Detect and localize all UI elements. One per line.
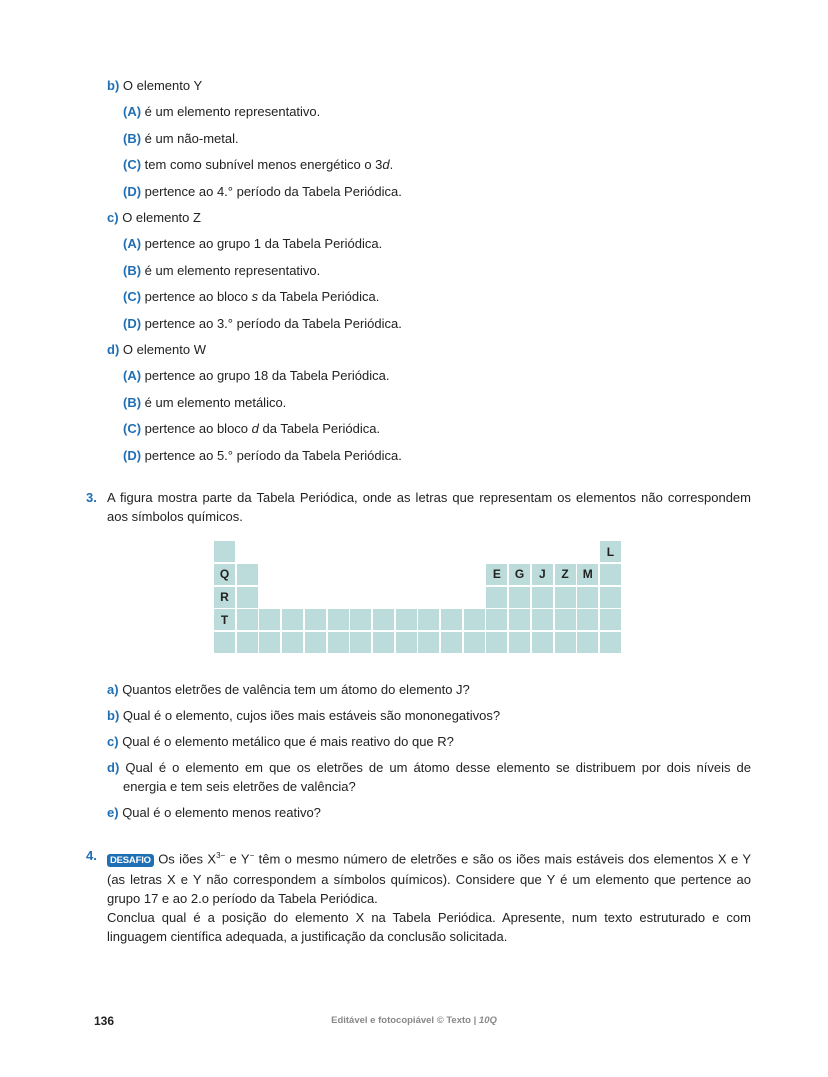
- sub-question-letter: b): [107, 78, 120, 93]
- table-cell: [464, 632, 485, 653]
- sub-question: [107, 803, 751, 822]
- option-letter: (D): [123, 183, 142, 199]
- option-italic: d: [251, 421, 259, 437]
- table-cell: J: [532, 564, 553, 585]
- option-letter: (C): [123, 421, 142, 437]
- option-text: pertence ao 3.° período da Tabela Periódica.: [144, 315, 402, 331]
- option-letter: (C): [123, 157, 142, 173]
- answer-option: [123, 394, 286, 412]
- table-cell: [577, 609, 598, 630]
- sub-question-text: O elemento Y: [122, 78, 203, 93]
- table-cell: [214, 541, 235, 562]
- option-letter: (B): [123, 394, 142, 410]
- question-3-number: 3.: [86, 490, 97, 505]
- option-italic: s: [251, 289, 259, 305]
- option-letter: (B): [123, 130, 142, 146]
- sub-question: [107, 341, 206, 359]
- option-letter: (A): [123, 236, 142, 252]
- table-cell: [259, 632, 280, 653]
- table-cell: [237, 587, 258, 608]
- table-cell: [600, 632, 621, 653]
- table-cell: [600, 609, 621, 630]
- option-letter: (A): [123, 104, 142, 120]
- option-text: pertence ao 4.° período da Tabela Periódica.: [144, 183, 402, 199]
- footer-credit-text: Editável e fotocopiável © Texto |: [331, 1015, 479, 1026]
- sub-question-letter: c): [107, 210, 119, 225]
- answer-option: [123, 156, 393, 174]
- sub-question-letter: d): [107, 342, 120, 357]
- table-cell: [350, 632, 371, 653]
- table-cell: Q: [214, 564, 235, 585]
- table-cell: [486, 632, 507, 653]
- table-cell: [441, 632, 462, 653]
- y-charge: −: [249, 851, 255, 860]
- table-cell: [532, 632, 553, 653]
- question-3-text: A figura mostra parte da Tabela Periódica, onde as letras que representam os elementos não correspondem aos símbolos químicos.: [107, 490, 751, 524]
- sub-question: [107, 77, 202, 95]
- sub-question-letter: d): [107, 760, 120, 775]
- table-cell: [237, 564, 258, 585]
- answer-option: [123, 262, 320, 280]
- table-cell: [577, 632, 598, 653]
- option-letter: (D): [123, 315, 142, 331]
- sub-question-text: Qual é o elemento, cujos iões mais estáveis são mononegativos?: [122, 708, 501, 723]
- table-cell: [373, 632, 394, 653]
- option-letter: (C): [123, 289, 142, 305]
- table-cell: [237, 609, 258, 630]
- option-text: é um elemento metálico.: [144, 394, 287, 410]
- table-cell: M: [577, 564, 598, 585]
- table-cell: [555, 587, 576, 608]
- option-text-end: da Tabela Periódica.: [258, 289, 380, 305]
- sub-question-letter: a): [107, 682, 119, 697]
- table-cell: [350, 609, 371, 630]
- table-cell: [509, 609, 530, 630]
- option-text: é um elemento representativo.: [144, 262, 321, 278]
- table-cell: [396, 632, 417, 653]
- sub-question-text: Qual é o elemento menos reativo?: [122, 805, 321, 820]
- table-cell: [259, 609, 280, 630]
- table-cell: [600, 564, 621, 585]
- option-text-end: .: [389, 157, 394, 173]
- answer-option: [123, 130, 239, 148]
- sub-question: [107, 732, 751, 751]
- table-cell: [328, 632, 349, 653]
- table-cell: [577, 587, 598, 608]
- option-text: tem como subnível menos energético o 3: [144, 157, 383, 173]
- option-text: pertence ao bloco: [144, 289, 252, 305]
- table-cell: [600, 587, 621, 608]
- table-cell: [214, 632, 235, 653]
- option-letter: (B): [123, 262, 142, 278]
- table-cell: [328, 609, 349, 630]
- table-cell: [532, 609, 553, 630]
- option-text: pertence ao 5.° período da Tabela Periódica.: [144, 447, 402, 463]
- footer-credit-book: 10Q: [478, 1015, 497, 1026]
- desafio-badge: DESAFIO: [107, 854, 154, 867]
- table-cell: [418, 609, 439, 630]
- table-cell: [532, 587, 553, 608]
- sub-question-text: Quantos eletrões de valência tem um átomo do elemento J?: [122, 682, 470, 697]
- option-text: é um elemento representativo.: [144, 104, 321, 120]
- question-4-instruction: Conclua qual é a posição do elemento X na Tabela Periódica. Apresente, num texto estruturado e com linguagem científica adequada, a justificação da conclusão solicitada.: [107, 910, 751, 944]
- table-cell: G: [509, 564, 530, 585]
- table-cell: [282, 632, 303, 653]
- table-cell: [396, 609, 417, 630]
- answer-option: [123, 288, 379, 306]
- answer-option: [123, 103, 320, 121]
- q4-text-part3: têm o mesmo número de eletrões e são os iões mais estáveis dos elementos X e Y (as letras X e Y não correspondem a símbolos químicos). Considere que Y é um elemento que pertence ao grupo 17 e ao 2.o período da Tabela Periódica.: [107, 851, 752, 907]
- sub-question-text: Qual é o elemento em que os eletrões de um átomo desse elemento se distribuem por dois níveis de energia e tem seis eletrões de valência?: [123, 760, 751, 794]
- table-cell: [509, 587, 530, 608]
- sub-question: [107, 758, 751, 796]
- table-cell: [486, 587, 507, 608]
- sub-question-letter: c): [107, 734, 119, 749]
- answer-option: [123, 447, 402, 465]
- footer-credit: [0, 1015, 828, 1026]
- table-cell: E: [486, 564, 507, 585]
- periodic-table-figure: [214, 541, 624, 653]
- sub-question-text: O elemento Z: [122, 210, 201, 225]
- table-cell: [486, 609, 507, 630]
- table-cell: [441, 609, 462, 630]
- table-cell: [305, 609, 326, 630]
- answer-option: [123, 235, 382, 253]
- answer-option: [123, 367, 389, 385]
- table-cell: [509, 632, 530, 653]
- q4-text-part1: Os iões X: [153, 851, 217, 867]
- table-cell: Z: [555, 564, 576, 585]
- page-number: 136: [94, 1014, 115, 1028]
- option-text: é um não-metal.: [144, 130, 239, 146]
- table-cell: [464, 609, 485, 630]
- sub-question-text: O elemento W: [122, 342, 206, 357]
- table-cell: [237, 632, 258, 653]
- table-cell: R: [214, 587, 235, 608]
- option-italic: d: [382, 157, 390, 173]
- option-letter: (D): [123, 447, 142, 463]
- x-charge: 3−: [216, 851, 226, 860]
- sub-question-letter: e): [107, 805, 119, 820]
- table-cell: L: [600, 541, 621, 562]
- table-cell: [373, 609, 394, 630]
- table-cell: [555, 609, 576, 630]
- sub-question: [107, 706, 751, 725]
- answer-option: [123, 183, 402, 201]
- option-text-end: da Tabela Periódica.: [258, 421, 381, 437]
- sub-question-text: Qual é o elemento metálico que é mais reativo do que R?: [122, 734, 454, 749]
- sub-question: [107, 209, 201, 227]
- option-text: pertence ao bloco: [144, 421, 252, 437]
- option-text: pertence ao grupo 1 da Tabela Periódica.: [144, 236, 383, 252]
- option-text: pertence ao grupo 18 da Tabela Periódica.: [144, 368, 390, 384]
- table-cell: [418, 632, 439, 653]
- option-letter: (A): [123, 368, 142, 384]
- answer-option: [123, 315, 402, 333]
- q4-text-part2: e Y: [225, 851, 250, 867]
- table-cell: T: [214, 609, 235, 630]
- table-cell: [555, 632, 576, 653]
- sub-question-letter: b): [107, 708, 120, 723]
- table-cell: [305, 632, 326, 653]
- sub-question: [107, 680, 751, 699]
- table-cell: [282, 609, 303, 630]
- question-4-text: [107, 846, 751, 908]
- question-4-number: 4.: [86, 848, 97, 863]
- answer-option: [123, 420, 380, 438]
